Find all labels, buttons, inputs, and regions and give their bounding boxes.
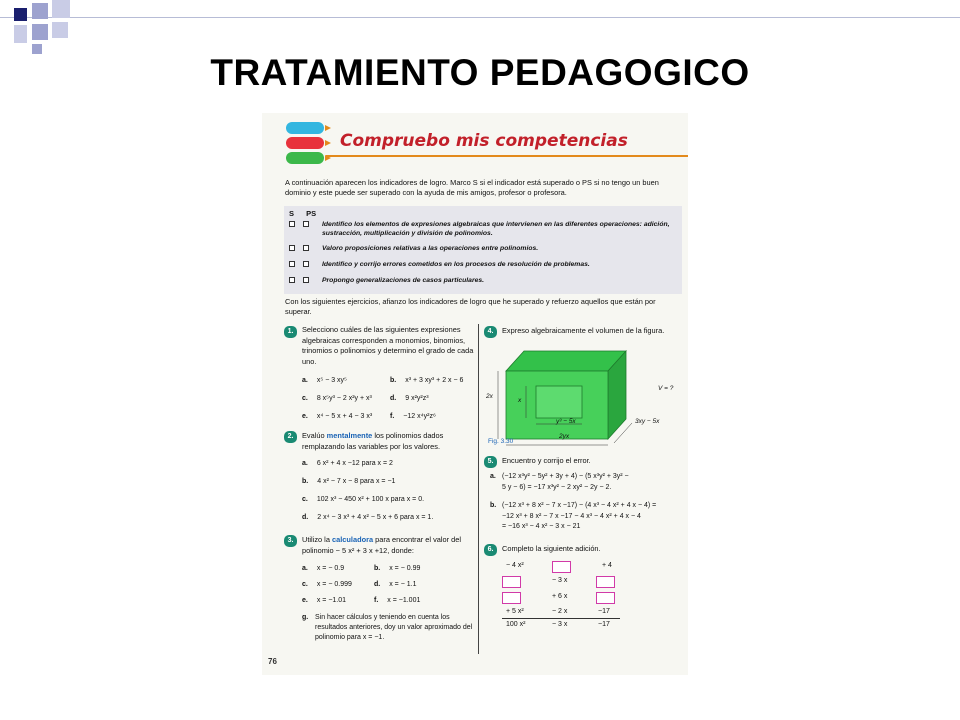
- column-divider: [478, 324, 479, 654]
- exercise-3-item: [374, 565, 420, 572]
- item-value: 102 x³ − 450 x² + 100 x para x = 0.: [316, 496, 425, 503]
- exercise-3-pre: Utilizo la: [302, 535, 330, 544]
- figure-caption: Fig. 3.30: [488, 438, 514, 445]
- item-value: x⁵ − 3 xy⁵: [316, 377, 347, 384]
- item-value: 6 x² + 4 x −12 para x = 2: [316, 460, 393, 467]
- exercise-2-item: [302, 496, 424, 503]
- exercise-2-item: [302, 478, 395, 485]
- label-side: 3xy − 5x: [635, 418, 660, 425]
- exercise-3-text: [302, 535, 474, 556]
- checkbox-s[interactable]: [289, 261, 295, 267]
- item-value: 4 x² − 7 x − 8 para x = −1: [317, 478, 396, 485]
- checkbox-ps[interactable]: [303, 261, 309, 267]
- table-header: [289, 209, 326, 218]
- slide-title: TRATAMIENTO PEDAGOGICO: [210, 52, 750, 93]
- exercise-5-b: [490, 501, 684, 533]
- exercise-2-pre: Evalúo: [302, 431, 325, 440]
- exercise-3-badge: 3.: [284, 535, 297, 547]
- exercise-3-item: [302, 597, 346, 604]
- item-value: 8 x⁵y³ − 2 x²y + x³: [316, 395, 372, 402]
- header-rule: [0, 17, 960, 18]
- indicators-table: [284, 206, 682, 294]
- deco-square-lavender: [32, 24, 48, 40]
- item-value: 9 x²y²z³: [405, 395, 429, 402]
- box-figure: [488, 339, 684, 451]
- checkbox-ps[interactable]: [303, 245, 309, 251]
- indicator-text: Propongo generalizaciones de casos particulares.: [322, 277, 485, 284]
- item-key: b.: [302, 478, 309, 485]
- checkbox-s[interactable]: [289, 221, 295, 227]
- answer-box[interactable]: [502, 576, 521, 588]
- addition-term: + 4: [602, 562, 612, 569]
- deco-square-pale: [52, 0, 70, 18]
- exercise-3-item: [374, 581, 416, 588]
- exercise-5-a-line-1: (−12 x³y² − 5y² + 3y + 4) − (5 x³y² + 3y² −: [502, 473, 629, 480]
- intro-paragraph: A continuación aparecen los indicadores de logro. Marco S si el indicador está superado o PS si no tengo un buen dominio y este puede ser superado con la ayuda de mis amigos, profesor o profesora.: [285, 178, 659, 197]
- exercise-4-text: Expreso algebraicamente el volumen de la figura.: [502, 326, 665, 335]
- exercise-1-badge: 1.: [284, 326, 297, 338]
- addition-term: − 4 x²: [506, 562, 524, 569]
- exercise-4-badge: 4.: [484, 326, 497, 338]
- item-key: f.: [390, 413, 395, 420]
- tab-red: [286, 137, 324, 149]
- exercise-5-b-line-2: −12 x³ + 8 x² − 7 x −17 − 4 x³ − 4 x² + 4 x − 4: [502, 512, 641, 520]
- label-2x-left: 2x: [486, 393, 493, 400]
- item-key: d.: [302, 514, 309, 521]
- item-value: x = − 1.1: [389, 581, 417, 588]
- item-key: a.: [302, 460, 308, 467]
- label-volume: V = ?: [658, 385, 674, 392]
- exercise-6-badge: 6.: [484, 544, 497, 556]
- page-number: 76: [268, 657, 277, 666]
- tab-green: [286, 152, 324, 164]
- item-key: g.: [302, 614, 309, 621]
- item-key: a.: [302, 565, 308, 572]
- exercise-5-badge: 5.: [484, 456, 497, 468]
- item-key: a.: [302, 377, 308, 384]
- exercise-2-badge: 2.: [284, 431, 297, 443]
- deco-square-navy: [14, 8, 27, 21]
- exercise-1-item: [302, 377, 347, 384]
- outro-paragraph: Con los siguientes ejercicios, afianzo los indicadores de logro que he superado y refuerzo aquellos que están por superar.: [285, 297, 656, 316]
- box-top-face: [506, 351, 626, 371]
- addition-term: − 2 x: [552, 608, 568, 615]
- addition-term: + 6 x: [552, 593, 568, 600]
- color-tabs: [286, 122, 324, 167]
- exercise-2-keyword: mentalmente: [326, 431, 373, 440]
- item-key: d.: [390, 395, 397, 402]
- deco-square-pale: [52, 22, 68, 38]
- item-value: x³ + 3 xy³ + 2 x − 6: [405, 377, 464, 384]
- checkbox-ps[interactable]: [303, 221, 309, 227]
- col-s-label: S: [289, 209, 295, 218]
- exercise-5-a-line-2: 5 y − 6) = −17 x³y² − 2 xy² − 2y − 2.: [502, 483, 612, 491]
- box-inner-rect: [536, 386, 582, 418]
- checkbox-s[interactable]: [289, 245, 295, 251]
- exercise-5-text: Encuentro y corrijo el error.: [502, 456, 591, 465]
- item-key: b.: [490, 502, 497, 509]
- item-value: 2 x⁴ − 3 x³ + 4 x² − 5 x + 6 para x = 1.: [317, 514, 434, 521]
- exercise-3-item: [302, 581, 352, 588]
- exercise-5-b-line-1: (−12 x³ + 8 x² − 7 x −17) − (4 x³ − 4 x² + 4 x − 4) =: [502, 502, 657, 509]
- exercise-5-a: [490, 472, 684, 493]
- item-key: b.: [374, 565, 381, 572]
- col-ps-label: PS: [306, 209, 317, 218]
- checkbox-ps[interactable]: [303, 277, 309, 283]
- label-bottom: 2yx: [559, 433, 570, 440]
- exercise-3-post: para encontrar el valor del polinomio − 5 x² + 3 x +12, donde:: [302, 535, 462, 555]
- textbook-page: [262, 113, 688, 675]
- answer-box[interactable]: [596, 592, 615, 604]
- addition-term: + 5 x²: [506, 608, 524, 615]
- item-value: Sin hacer cálculos y teniendo en cuenta los resultados anteriores, doy un valor aproximado del polinomio para x = −1.: [315, 614, 473, 641]
- item-key: c.: [302, 581, 308, 588]
- addition-result: 100 x²: [506, 621, 526, 628]
- section-rule: [326, 155, 688, 157]
- label-x: x: [518, 397, 522, 404]
- tab-blue: [286, 122, 324, 134]
- exercise-1-item: [390, 395, 429, 402]
- indicator-text: Identifico y corrijo errores cometidos en los procesos de resolución de problemas.: [322, 261, 590, 268]
- section-title: Compruebo mis competencias: [340, 131, 628, 151]
- addition-result: −17: [598, 621, 610, 628]
- exercise-2-text: [302, 431, 474, 452]
- item-key: a.: [490, 473, 496, 480]
- item-value: x = − 0.99: [389, 565, 421, 572]
- item-key: f.: [374, 597, 379, 604]
- item-value: x = −1.001: [387, 597, 421, 604]
- item-key: e.: [302, 413, 308, 420]
- deco-square-lavender: [32, 3, 48, 19]
- answer-box[interactable]: [552, 561, 571, 573]
- exercise-2-post: los polinomios dados remplazando las variables por los valores.: [302, 431, 444, 451]
- item-key: e.: [302, 597, 308, 604]
- indicator-text: Identifico los elementos de expresiones algebraicas que intervienen en las diferentes operaciones: adición, sustracción, multiplicación y división de polinomios.: [322, 221, 670, 237]
- exercise-3-item: [302, 565, 344, 572]
- addition-result: − 3 x: [552, 621, 568, 628]
- exercise-6-text: Completo la siguiente adición.: [502, 544, 601, 553]
- exercise-5-b-line-3: = −16 x³ − 4 x² − 3 x − 21: [502, 523, 581, 530]
- item-value: x = − 0.999: [316, 581, 352, 588]
- answer-box[interactable]: [502, 592, 521, 604]
- indicator-text: Valoro proposiciones relativas a las operaciones entre polinomios.: [322, 245, 539, 252]
- exercise-3-keyword: calculadora: [332, 535, 374, 544]
- checkbox-s[interactable]: [289, 277, 295, 283]
- exercise-1-item: [302, 413, 372, 420]
- item-key: c.: [302, 496, 308, 503]
- exercise-1-item: [302, 395, 372, 402]
- exercise-2-item: [302, 460, 393, 467]
- exercise-1-item: [390, 377, 463, 384]
- answer-box[interactable]: [596, 576, 615, 588]
- exercise-3-item-g: [302, 613, 474, 643]
- item-value: x = −1.01: [316, 597, 347, 604]
- item-key: c.: [302, 395, 308, 402]
- addition-rule: [502, 618, 620, 619]
- item-value: −12 x⁴y²z⁶: [403, 413, 436, 420]
- item-value: x = − 0.9: [316, 565, 345, 572]
- exercise-2-item: [302, 514, 433, 521]
- item-key: d.: [374, 581, 381, 588]
- addition-term: −17: [598, 608, 610, 615]
- exercise-1-item: [390, 413, 436, 420]
- exercise-3-item: [374, 597, 420, 604]
- item-value: x⁴ − 5 x + 4 − 3 x³: [316, 413, 373, 420]
- label-inner-width: y³ − 5x: [556, 418, 576, 425]
- item-key: b.: [390, 377, 397, 384]
- exercise-1-text: Selecciono cuáles de las siguientes expresiones algebraicas corresponden a monomios, binomios, trinomios o polinomios y determino el grado de cada uno.: [302, 325, 474, 366]
- addition-term: − 3 x: [552, 577, 568, 584]
- deco-square-pale: [14, 25, 27, 43]
